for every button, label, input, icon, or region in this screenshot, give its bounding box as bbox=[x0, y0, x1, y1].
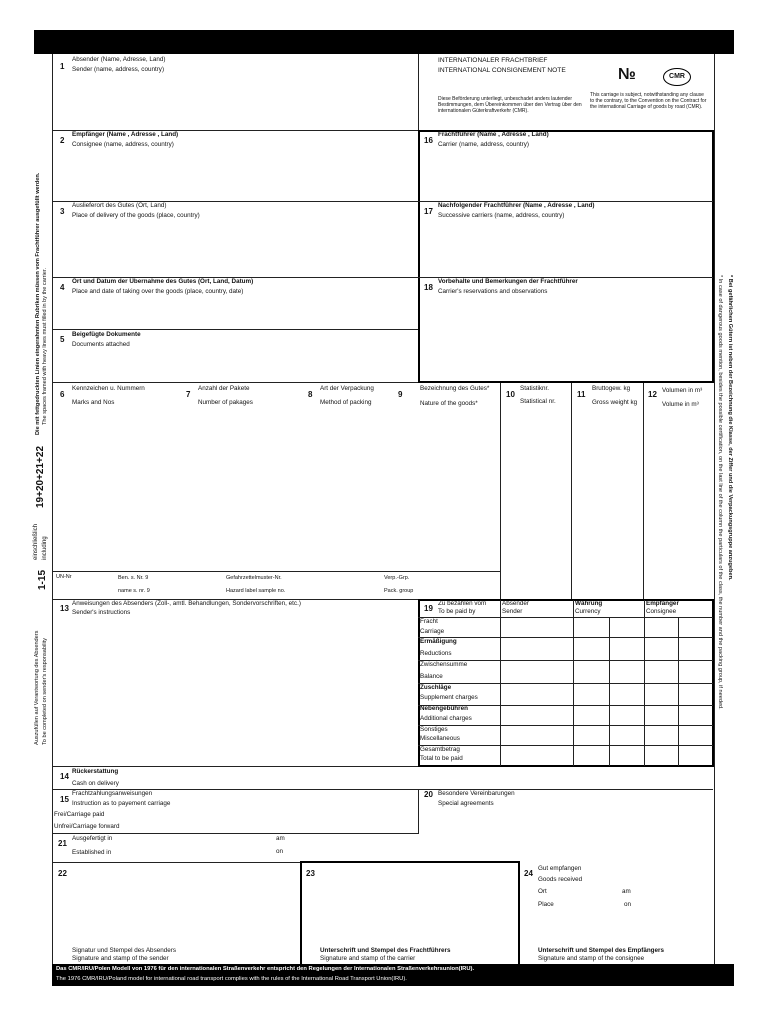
box-24-am: am bbox=[622, 888, 631, 895]
box-15-label-de: Frachtzahlungsanweisungen bbox=[72, 790, 153, 797]
box-15-label-en: Instruction as to payement carriage bbox=[72, 800, 171, 807]
box-1-label-en: Sender (name, address, country) bbox=[72, 66, 165, 73]
pay-row-carriage-de: Fracht bbox=[420, 618, 438, 625]
box-4-label-de: Ort und Datum der Übernahme des Gutes (Ort, Land, Datum) bbox=[72, 278, 254, 285]
side-sender-responsibility-de: Auszufüllen auf Verantwortung des Absenders bbox=[34, 630, 40, 745]
number-sign: № bbox=[618, 66, 636, 83]
box-10-label-de: Statistiknr. bbox=[520, 385, 550, 392]
col-sender-en: Sender bbox=[502, 608, 523, 615]
box-5-number: 5 bbox=[60, 335, 65, 344]
box-23-label-de: Unterschrift und Stempel des Frachtführers bbox=[320, 947, 451, 954]
box-13-label-en: Sender's instructions bbox=[72, 609, 131, 616]
box-10-number: 10 bbox=[506, 390, 515, 399]
box-17-number: 17 bbox=[424, 207, 433, 216]
box-22-label-de: Signatur und Stempel des Absenders bbox=[72, 947, 176, 954]
box-4-label-en: Place and date of taking over the goods (place, country, date) bbox=[72, 288, 244, 295]
side-range-19-22: 19+20+21+22 bbox=[35, 445, 46, 508]
cmr-logo-text: CMR bbox=[669, 73, 685, 80]
pay-row-additional-de: Nebengebühren bbox=[420, 705, 468, 712]
pay-row-reductions-de: Ermäßigung bbox=[420, 638, 457, 645]
box-22-label-en: Signature and stamp of the sender bbox=[72, 955, 169, 962]
pay-row-total-en: Total to be paid bbox=[420, 755, 463, 762]
payment-head-en: To be paid by bbox=[438, 608, 476, 615]
col-consignee-de: Empfänger bbox=[646, 600, 679, 607]
form-frame bbox=[52, 54, 715, 966]
box-2-label-en: Consignee (name, address, country) bbox=[72, 141, 174, 148]
box-10-label-en: Statistical nr. bbox=[520, 398, 556, 405]
box-12-number: 12 bbox=[648, 390, 657, 399]
box-21-am: am bbox=[276, 835, 285, 842]
box-11-label-de: Bruttogew. kg bbox=[592, 385, 631, 392]
box-18-number: 18 bbox=[424, 283, 433, 292]
pay-row-additional-en: Additional charges bbox=[420, 715, 472, 722]
box-24-sig-en: Signature and stamp of the consignee bbox=[538, 955, 645, 962]
box-2-number: 2 bbox=[60, 136, 65, 145]
un-name-label-en: name s. nr. 9 bbox=[118, 588, 150, 594]
box-17-label-de: Nachfolgender Frachtführer (Name , Adresse , Land) bbox=[438, 202, 595, 209]
col-consignee-en: Consignee bbox=[646, 608, 677, 615]
side-sender-responsibility-en: To be completed on sender's responsability bbox=[42, 637, 48, 745]
form-title-en: INTERNATIONAL CONSIGNEMENT NOTE bbox=[438, 67, 566, 74]
footer-text-de: Das CMR/IRU/Polen Modell von 1976 für den internationalen Straßenverkehr entspricht den Regelungen der Internationalen Straßenverkehrsunion(IRU). bbox=[56, 966, 475, 972]
side-heavy-lines-en: The spaces framed with heavy lines must filled in by the carrier. bbox=[42, 267, 48, 425]
box-3-label-de: Auslieferort des Gutes (Ort, Land) bbox=[72, 202, 167, 209]
box-16-label-de: Frachtführer (Name , Adresse , Land) bbox=[438, 131, 549, 138]
box-13-number: 13 bbox=[60, 604, 69, 613]
box-24-on: on bbox=[624, 901, 632, 908]
box-9-label-en: Nature of the goods* bbox=[420, 400, 478, 407]
convention-text-de: Diese Beförderung unterliegt, unbeschadet anders lautender Bestimmungen, dem Übereinkommen über den Vertrag über den internationalen Güterkraftverkehr (CMR). bbox=[438, 96, 582, 114]
box-24-label-en: Goods received bbox=[538, 876, 583, 883]
box-11-label-en: Gross weight kg bbox=[592, 399, 638, 406]
box-6-label-en: Marks and Nos bbox=[72, 399, 115, 406]
box-21-label-de: Ausgefertigt in bbox=[72, 835, 113, 842]
pack-group-label-en: Pack. group bbox=[384, 588, 414, 594]
box-22-number: 22 bbox=[58, 869, 67, 878]
box-8-label-de: Art der Verpackung bbox=[320, 385, 374, 392]
box-21-label-en: Established in bbox=[72, 849, 112, 856]
box-13-label-de: Anweisungen des Absenders (Zoll-, amtl. Behandlungen, Sondervorschriften, etc.) bbox=[72, 600, 301, 607]
payment-head-de: Zu bezahlen vom bbox=[438, 600, 487, 607]
side-including: including bbox=[42, 536, 48, 560]
pay-row-supplement-de: Zuschläge bbox=[420, 684, 452, 691]
box-11-number: 11 bbox=[577, 390, 586, 399]
side-dangerous-goods-de: * Bei gefährlichen Gütern ist neben der Bezeichnung die Klasse, der Ziffer und die Verpackungsgruppe anzugeben. bbox=[727, 275, 733, 581]
box-24-sig-de: Unterschrift und Stempel des Empfängers bbox=[538, 947, 664, 954]
col-currency-en: Currency bbox=[575, 608, 601, 615]
col-sender-de: Absender bbox=[502, 600, 529, 607]
box-16-label-en: Carrier (name, address, country) bbox=[438, 141, 529, 148]
header-bar bbox=[34, 30, 734, 54]
box-9-number: 9 bbox=[398, 390, 403, 399]
box-8-number: 8 bbox=[308, 390, 313, 399]
box-24-label-de: Gut empfangen bbox=[538, 865, 582, 872]
box-7-number: 7 bbox=[186, 390, 191, 399]
box-8-label-en: Method of packing bbox=[320, 399, 372, 406]
side-range-1-15: 1-15 bbox=[37, 569, 48, 590]
side-heavy-lines-de: Die mit fettgedruckten Linien eingerahmten Rubriken müssen vom Frachtführer ausgefüllt werden. bbox=[35, 172, 41, 435]
box-20-label-de: Besondere Vereinbarungen bbox=[438, 790, 515, 797]
pay-row-misc-en: Miscellaneous bbox=[420, 735, 460, 742]
box-14-label-de: Rückerstattung bbox=[72, 768, 119, 775]
box-21-number: 21 bbox=[58, 839, 67, 848]
pay-row-misc-de: Sonstiges bbox=[420, 726, 448, 733]
pay-row-balance-en: Balance bbox=[420, 673, 443, 680]
box-4-number: 4 bbox=[60, 283, 65, 292]
box-23-label-en: Signature and stamp of the carrier bbox=[320, 955, 416, 962]
box-14-label-en: Cash on delivery bbox=[72, 780, 119, 787]
box-21-on: on bbox=[276, 848, 284, 855]
box-24-number: 24 bbox=[524, 869, 533, 878]
box-18-label-en: Carrier's reservations and observations bbox=[438, 288, 548, 295]
carriage-paid-label: Frei/Carriage paid bbox=[54, 811, 105, 818]
pay-row-total-de: Gesamtbetrag bbox=[420, 746, 460, 753]
pay-row-reductions-en: Reductions bbox=[420, 650, 452, 657]
box-7-label-de: Anzahl der Pakete bbox=[198, 385, 250, 392]
box-5-label-de: Beigefügte Dokumente bbox=[72, 331, 141, 338]
box-24-ort: Ort bbox=[538, 888, 547, 895]
box-2-label-de: Empfänger (Name , Adresse , Land) bbox=[72, 131, 179, 138]
hazard-label-en: Hazard label sample no. bbox=[226, 588, 286, 594]
pay-row-supplement-en: Supplement charges bbox=[420, 694, 478, 701]
col-currency-de: Währung bbox=[575, 600, 603, 607]
box-1-number: 1 bbox=[60, 62, 65, 71]
convention-text-en: This carriage is subject, notwithstanding any clause to the contrary, to the Convention on the Contract for the international Carriage of goods by road (CMR). bbox=[590, 92, 707, 110]
box-12-label-de: Volumen in m³ bbox=[662, 387, 703, 394]
box-15-number: 15 bbox=[60, 795, 69, 804]
side-einschliesslich: einschließlich bbox=[33, 523, 39, 560]
box-23-number: 23 bbox=[306, 869, 315, 878]
box-17-label-en: Successive carriers (name, address, country) bbox=[438, 212, 565, 219]
hazard-label-de: Gefahrzettelmuster-Nr. bbox=[226, 575, 282, 581]
carriage-forward-label: Unfrei/Carriage forward bbox=[54, 823, 120, 830]
box-7-label-en: Number of pakages bbox=[198, 399, 253, 406]
cmr-logo bbox=[663, 68, 691, 86]
box-16-number: 16 bbox=[424, 136, 433, 145]
form-title-de: INTERNATIONALER FRACHTBRIEF bbox=[438, 57, 548, 64]
pay-row-carriage-en: Carriage bbox=[420, 628, 445, 635]
pack-group-label-de: Verp.-Grp. bbox=[384, 575, 410, 581]
box-12-label-en: Volume in m³ bbox=[662, 401, 699, 408]
box-14-number: 14 bbox=[60, 772, 69, 781]
box-6-number: 6 bbox=[60, 390, 65, 399]
box-20-label-en: Special agreements bbox=[438, 800, 494, 807]
box-19-number: 19 bbox=[424, 604, 433, 613]
pay-row-balance-de: Zwischensumme bbox=[420, 661, 468, 668]
footer-text-en: The 1976 CMR/IRU/Poland model for international road transport complies with the rules of the International Road Transport Union(IRU). bbox=[56, 976, 407, 982]
box-20-number: 20 bbox=[424, 790, 433, 799]
box-18-label-de: Vorbehalte und Bemerkungen der Frachtführer bbox=[438, 278, 578, 285]
box-24-place: Place bbox=[538, 901, 554, 908]
box-6-label-de: Kennzeichen u. Nummern bbox=[72, 385, 145, 392]
un-name-label-de: Ben. s. Nr. 9 bbox=[118, 575, 149, 581]
box-1-label-de: Absender (Name, Adresse, Land) bbox=[72, 56, 166, 63]
box-9-label-de: Bezeichnung des Gutes* bbox=[420, 385, 490, 392]
un-number-label: UN-Nr bbox=[56, 574, 72, 580]
side-dangerous-goods-en: * In case of dangerous goods mention, besides the possible certification, on the last line of the column the particulars of the class, the number and the packing group, if needed. bbox=[717, 275, 723, 710]
box-3-number: 3 bbox=[60, 207, 65, 216]
box-3-label-en: Place of delivery of the goods (place, country) bbox=[72, 212, 200, 219]
box-5-label-en: Documents attached bbox=[72, 341, 130, 348]
